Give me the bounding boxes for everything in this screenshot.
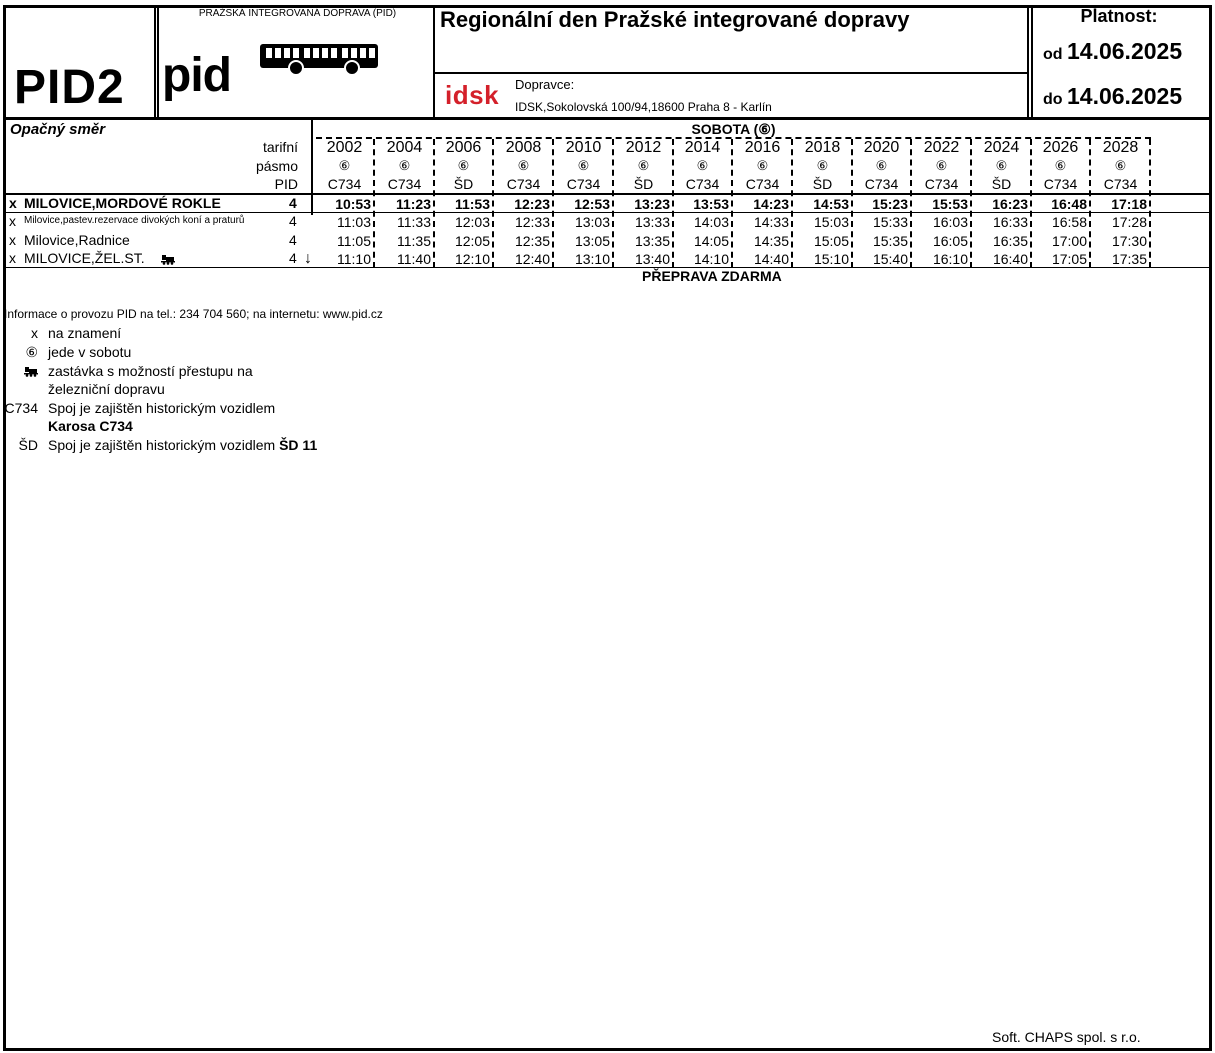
trip-number: 2014	[684, 139, 721, 156]
legend-symbol: ⑥	[25, 344, 38, 360]
legend-text	[48, 325, 121, 341]
line-code: PID2	[14, 61, 125, 114]
trip-number: 2026	[1042, 139, 1079, 156]
legend-text-main: železniční dopravu	[48, 381, 165, 397]
direction-label: Opačný směr	[10, 121, 106, 138]
train-icon	[161, 254, 175, 265]
valid-to-date: 14.06.2025	[1067, 83, 1183, 109]
departure-time: 14:40	[753, 251, 789, 267]
departure-time: 13:03	[574, 214, 610, 230]
vehicle-type: ŠD	[991, 176, 1012, 192]
day-label: SOBOTA (⑥)	[691, 121, 776, 137]
software-credit: Soft. CHAPS spol. s r.o.	[992, 1029, 1141, 1045]
carrier-name: IDSK,Sokolovská 100/94,18600 Praha 8 - Karlín	[515, 100, 772, 114]
direction-arrow: ↓	[304, 250, 312, 267]
page-title: Regionální den Pražské integrované dopravy	[440, 7, 910, 32]
departure-time: 12:10	[454, 251, 490, 267]
departure-time: 15:23	[872, 196, 908, 212]
stop-name: MILOVICE,ŽEL.ST.	[24, 250, 145, 266]
day-symbol: ⑥	[1054, 158, 1067, 173]
carrier-logo: idsk	[445, 80, 500, 110]
stop-zone: 4	[289, 232, 297, 248]
departure-time: 11:05	[337, 233, 371, 249]
stop-flag: x	[9, 250, 16, 266]
departure-time: 14:05	[693, 233, 729, 249]
departure-time: 15:33	[872, 214, 908, 230]
departure-time: 16:10	[932, 251, 968, 267]
day-symbol: ⑥	[816, 158, 829, 173]
departure-time: 12:40	[514, 251, 550, 267]
departure-time: 15:35	[872, 233, 908, 249]
vehicle-type: C734	[1103, 176, 1138, 192]
vehicle-type: C734	[864, 176, 899, 192]
departure-time: 14:35	[753, 233, 789, 249]
vehicle-type: C734	[685, 176, 720, 192]
valid-to	[1043, 83, 1182, 110]
day-symbol: ⑥	[696, 158, 709, 173]
departure-time: 16:05	[932, 233, 968, 249]
legend-text-bold: ŠD 11	[279, 437, 318, 453]
departure-time: 13:53	[693, 196, 729, 212]
legend-symbol: ŠD	[18, 437, 38, 453]
departure-time: 12:05	[454, 233, 490, 249]
divider	[311, 120, 313, 215]
stop-name: Milovice,pastev.rezervace divokých koní a praturů	[24, 215, 245, 226]
day-symbol: ⑥	[457, 158, 470, 173]
stop-zone: 4	[289, 250, 297, 266]
divider	[154, 5, 156, 118]
departure-time: 17:18	[1111, 196, 1147, 212]
day-symbol: ⑥	[875, 158, 888, 173]
zone-label: pásmo	[255, 158, 298, 174]
stop-name: MILOVICE,MORDOVÉ ROKLE	[24, 195, 221, 211]
valid-from-date: 14.06.2025	[1067, 38, 1183, 64]
vehicle-type: C734	[506, 176, 541, 192]
tariff-label: tarifní	[262, 139, 298, 155]
divider	[3, 267, 1209, 268]
legend-text	[48, 381, 165, 397]
day-symbol: ⑥	[517, 158, 530, 173]
day-symbol: ⑥	[338, 158, 351, 173]
departure-time: 14:10	[693, 251, 729, 267]
trip-number: 2020	[863, 139, 900, 156]
vehicle-type: C734	[566, 176, 601, 192]
divider	[433, 5, 435, 118]
trip-number: 2028	[1102, 139, 1139, 156]
departure-time: 11:10	[337, 251, 371, 267]
legend-text-main: Karosa C734	[48, 418, 133, 434]
departure-time: 12:23	[514, 196, 550, 212]
legend-text	[48, 437, 317, 453]
legend-text-main: Spoj je zajištěn historickým vozidlem	[48, 437, 280, 453]
vehicle-type: C734	[327, 176, 362, 192]
departure-time: 15:10	[813, 251, 849, 267]
trip-number: 2006	[445, 139, 482, 156]
vehicle-type: C734	[924, 176, 959, 192]
legend-symbol: x	[31, 325, 38, 341]
day-symbol: ⑥	[637, 158, 650, 173]
departure-time: 11:23	[395, 196, 431, 212]
trip-number: 2016	[744, 139, 781, 156]
departure-time: 11:40	[397, 251, 431, 267]
departure-time: 14:03	[693, 214, 729, 230]
departure-time: 16:58	[1051, 214, 1087, 230]
departure-time: 17:30	[1111, 233, 1147, 249]
departure-time: 16:23	[992, 196, 1028, 212]
departure-time: 11:03	[337, 214, 371, 230]
legend-text-main: jede v sobotu	[48, 344, 132, 360]
departure-time: 13:10	[574, 251, 610, 267]
departure-time: 12:33	[514, 214, 550, 230]
legend-text	[48, 400, 275, 416]
departure-time: 12:53	[574, 196, 610, 212]
vehicle-type: C734	[387, 176, 422, 192]
departure-time: 15:53	[932, 196, 968, 212]
departure-time: 16:48	[1051, 196, 1087, 212]
trip-number: 2024	[983, 139, 1020, 156]
departure-time: 13:23	[634, 196, 670, 212]
departure-time: 14:53	[813, 196, 849, 212]
departure-time: 13:35	[634, 233, 670, 249]
stop-zone: 4	[289, 195, 297, 211]
carrier-label: Dopravce:	[515, 77, 575, 92]
departure-time: 17:35	[1111, 251, 1147, 267]
stop-zone: 4	[289, 213, 297, 229]
stop-name: Milovice,Radnice	[24, 232, 130, 248]
valid-to-prefix: do	[1043, 91, 1063, 108]
divider	[3, 117, 1209, 120]
stop-flag: x	[9, 232, 16, 248]
departure-time: 16:35	[992, 233, 1028, 249]
departure-time: 13:05	[574, 233, 610, 249]
vehicle-type: C734	[745, 176, 780, 192]
trip-number: 2008	[505, 139, 542, 156]
divider	[433, 72, 1029, 74]
departure-time: 11:35	[397, 233, 431, 249]
trip-number: 2022	[923, 139, 960, 156]
day-symbol: ⑥	[935, 158, 948, 173]
legend-text	[48, 418, 133, 434]
free-transport-note: PŘEPRAVA ZDARMA	[642, 268, 782, 284]
departure-time: 11:33	[397, 214, 431, 230]
legend-text-main: na znamení	[48, 325, 122, 341]
trip-number: 2018	[804, 139, 841, 156]
stop-flag: x	[9, 213, 16, 229]
trip-number: 2012	[625, 139, 662, 156]
departure-time: 16:40	[992, 251, 1028, 267]
trip-number: 2002	[326, 139, 363, 156]
legend-text	[48, 363, 253, 379]
train-icon	[24, 366, 38, 377]
departure-time: 15:03	[813, 214, 849, 230]
trip-number: 2004	[386, 139, 423, 156]
departure-time: 17:05	[1051, 251, 1087, 267]
vehicle-type: ŠD	[633, 176, 654, 192]
departure-time: 14:33	[753, 214, 789, 230]
departure-time: 12:35	[514, 233, 550, 249]
departure-time: 17:00	[1051, 233, 1087, 249]
departure-time: 13:40	[634, 251, 670, 267]
pid-logo: pid	[162, 49, 231, 102]
trip-number: 2010	[565, 139, 602, 156]
divider	[3, 212, 1209, 213]
validity-label: Platnost:	[1080, 6, 1158, 26]
departure-time: 11:53	[454, 196, 490, 212]
legend-text-main: zastávka s možností přestupu na	[48, 363, 253, 379]
vehicle-type: C734	[1043, 176, 1078, 192]
legend-symbol: C734	[4, 400, 38, 416]
departure-time: 16:03	[932, 214, 968, 230]
divider	[157, 5, 159, 118]
organization-name: PRAŽSKÁ INTEGROVANÁ DOPRAVA (PID)	[198, 8, 397, 19]
departure-time: 15:40	[872, 251, 908, 267]
valid-from	[1043, 38, 1182, 65]
departure-time: 15:05	[813, 233, 849, 249]
stop-flag: x	[9, 195, 17, 211]
day-symbol: ⑥	[995, 158, 1008, 173]
departure-time: 14:23	[753, 196, 789, 212]
info-line: Informace o provozu PID na tel.: 234 704 560; na internetu: www.pid.cz	[4, 307, 383, 321]
valid-from-prefix: od	[1043, 46, 1063, 63]
pid-label: PID	[274, 176, 298, 192]
day-symbol: ⑥	[577, 158, 590, 173]
legend-text-main: Spoj je zajištěn historickým vozidlem	[48, 400, 276, 416]
departure-time: 12:03	[454, 214, 490, 230]
legend-text	[48, 344, 131, 360]
day-symbol: ⑥	[1114, 158, 1127, 173]
vehicle-type: ŠD	[453, 176, 474, 192]
bus-icon	[258, 41, 380, 77]
day-symbol: ⑥	[398, 158, 411, 173]
departure-time: 16:33	[992, 214, 1028, 230]
departure-time: 10:53	[335, 196, 371, 212]
day-symbol: ⑥	[756, 158, 769, 173]
departure-time: 13:33	[634, 214, 670, 230]
divider	[1027, 5, 1029, 118]
vehicle-type: ŠD	[812, 176, 833, 192]
departure-time: 17:28	[1111, 214, 1147, 230]
